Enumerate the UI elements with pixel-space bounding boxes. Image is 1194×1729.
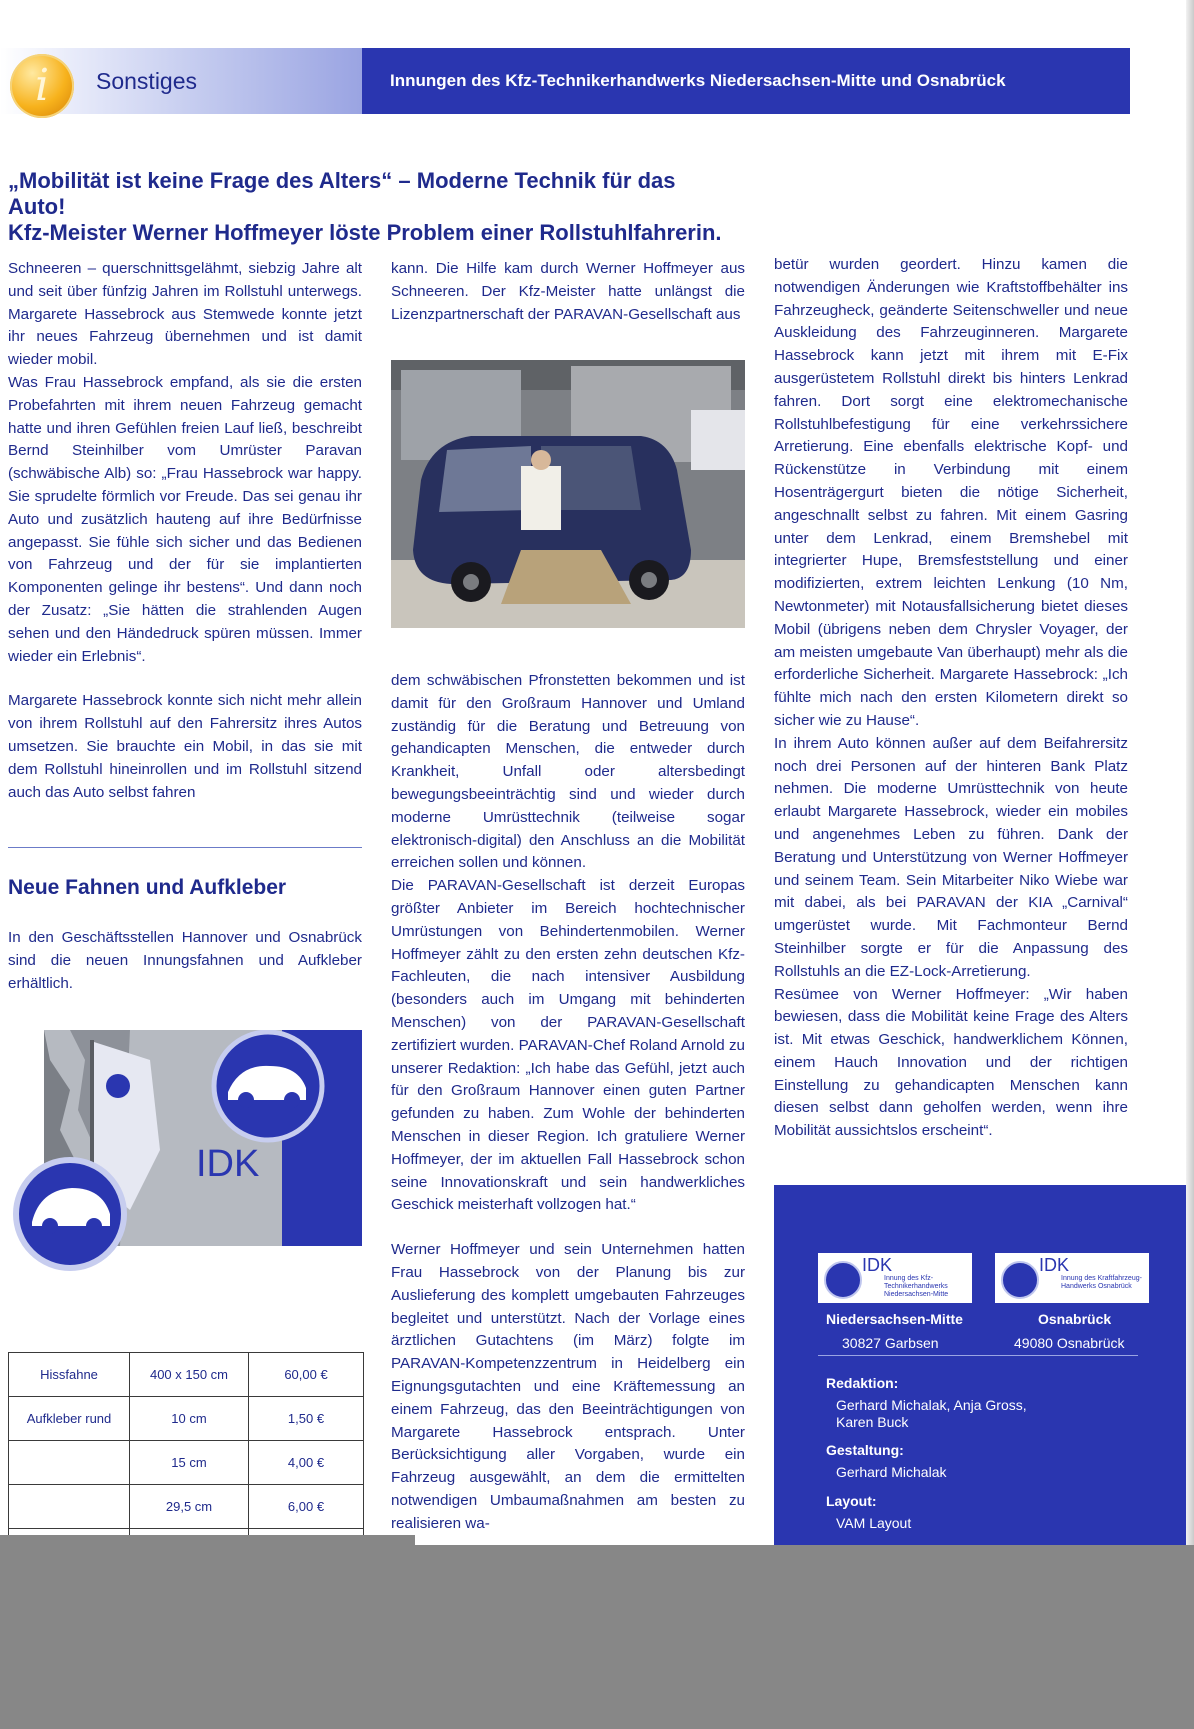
article-column-2 [391,670,745,1535]
paragraph: betür wurden geordert. Hinzu kamen die notwendigen Änderungen wie Kraftstoffbehälter ins Fahrzeugheck, geänderte Seitenschweller und neue Auskleidung des Fahrzeuginneren. Margarete Hassebrock kann jetzt mit ihrem mit E-Fix ausgerüstetem Rollstuhl direkt bis hinters Lenkrad fahren. Dort sorgt eine elektromechanische Rollstuhlbefestigung für eine verkehrssichere Arretierung. Eine ebenfalls elektrische Kopf- und Rückenstütze in Verbindung mit einem Hosenträgergurt bieten die nötige Sicherheit, angeschnallt selbst zu fahren. Mit einem Gasring unter dem Lenkrad, einem Bremshebel mit integrierter Hupe, Bremsfeststellung und einer modifizierten, extrem leichten Lenkung (10 Nm, Newtonmeter) mit Notausfallsicherung bietet dieses Mobil (übrigens neben dem Chrysler Voyager, der am meisten umgebaute Van überhaupt) mehr als die erforderliche Sicherheit. Margarete Hassebrock: „Ich fühlte mich nach den ersten Kilometern direkt so sicher wie zu Hause“. [774,256,1128,729]
gestaltung-label: Gestaltung: [826,1442,904,1458]
paragraph: Die PARAVAN-Gesellschaft ist derzeit Europas größter Anbieter im Bereich hochtechnischer Umrüstungen von Behindertenmobilen. Werner Hoffmeyer zählt zu den ersten zehn deutschen Kfz-Fachleuten, die nach intensiver Ausbildung (besonders auch im Umgang mit behinderten Menschen) von der PARAVAN-Gesellschaft zertifiziert wurden. PARAVAN-Chef Roland Arnold zu unserer Redaktion: „Ich habe das Gefühl, jetzt auch für den Großraum Hannover einen guten Partner gefunden zu haben. Zum Wohle der behinderten Menschen in dieser Region. Ich gratuliere Werner Hoffmeyer, der im aktuellen Fall Hassebrock schon seine Innovationskraft und sein handwerkliches Geschick meisterhaft vollzogen hat.“ [391,877,745,1214]
table-cell: 6,00 € [249,1485,364,1529]
scan-background [0,1545,1194,1729]
table-cell [9,1485,130,1529]
divider [8,847,362,848]
logo-subtitle: Innung des Kfz-Technikerhandwerks Niedersachsen-Mitte [884,1275,949,1298]
table-cell: 15 cm [130,1441,249,1485]
table-row [9,1353,364,1397]
redaktion-names: Gerhard Michalak, Anja Gross, Karen Buck [836,1397,1027,1430]
table-cell: 60,00 € [249,1353,364,1397]
header-title: Innungen des Kfz-Technikerhandwerks Niedersachsen-Mitte und Osnabrück [390,71,1006,90]
headline-line-2: Kfz-Meister Werner Hoffmeyer löste Problem einer Rollstuhlfahrerin. [8,220,722,245]
table-row [9,1441,364,1485]
org1-name: Niedersachsen-Mitte [826,1311,963,1327]
article-column-2-top [391,258,745,326]
paragraph: Was Frau Hassebrock empfand, als sie die ersten Probefahrten mit ihrem neuen Fahrzeug gemacht hatte und ihren Gefühlen freien Lauf ließ, beschreibt Bernd Steinhilber vom Umrüster Paravan (schwäbische Alb) so: „Frau Hassebrock war happy. Sie sprudelte förmlich vor Freude. Das sei genau ihr Auto und zusätzlich hauteng auf ihre Bedürfnisse angepasst. Sie fühle sich sicher und das Bedienen von Fahrzeug und der für sie implantierten Komponenten gelinge ihr bestens“. Und dann noch der Zusatz: „Sie hätten die strahlenden Augen sehen und den Händedruck spüren müssen. Immer wieder ein Erlebnis“. [8,373,362,665]
org1-city: 30827 Garbsen [842,1335,939,1351]
logo-subtitle: Innung des Kraftfahrzeug-Handwerks Osnabrück [1061,1275,1142,1290]
logo-title: IDK [1039,1255,1070,1275]
sticker-logo-text: IDK [196,1143,260,1185]
headline-line-1: „Mobilität ist keine Frage des Alters“ – Moderne Technik für das Auto! [8,168,676,219]
paragraph: Schneeren – querschnittsgelähmt, siebzig Jahre alt und seit über fünfzig Jahren im Rollstuhl unterwegs. Margarete Hassebrock aus Stemwede konnte jetzt ihr neues Fahrzeug übernehmen und ist damit wieder mobil. [8,260,362,369]
org2-name: Osnabrück [1038,1311,1112,1327]
section-header [0,48,1130,114]
table-cell: 1,50 € [249,1397,364,1441]
layout-label: Layout: [826,1493,877,1509]
imprint-box [774,1185,1188,1545]
paragraph: Werner Hoffmeyer und sein Unternehmen hatten Frau Hassebrock von der Planung bis zur Auslieferung des komplett umgebauten Fahrzeuges begleitet und unterstützt. Nach der Vorlage eines ärztlichen Gutachtens (im März) folgte im PARAVAN-Kompetenzzentrum in Heidelberg ein Eignungsgutachten und eine Kräftemessung an einem Fahrzeug, das den Beeinträchtigungen von Margarete Hassebrock entsprach. Unter Berücksichtigung aller Vorgaben, wurde ein Fahrzeug ausgewählt, an dem die ermittelten notwendigen Umbaumaßnahmen am besten zu realisieren wa- [391,1241,745,1532]
page-edge [1186,0,1194,1545]
logo-disc-icon [824,1261,862,1299]
paragraph: In ihrem Auto können außer auf dem Beifahrersitz noch drei Personen auf der hinteren Bank Platz nehmen. Die moderne Umrüsttechnik von heute erlaubt Margarete Hassebrock, wieder ein mobiles und angenehmes Leben zu führen. Dank der Beratung und Unterstützung von Werner Hoffmeyer und seinem Team. Sein Mitarbeiter Niko Wiebe war mit dabei, als bei PARAVAN der KIA „Carnival“ umgerüstet wurde. Mit Fachmonteur Bernd Steinhilber sorgte er für die Anpassung des Rollstuhls an die EZ-Lock-Arretierung. [774,734,1128,980]
logo-osnabrueck [995,1253,1149,1303]
table-row [9,1485,364,1529]
table-cell: 4,00 € [249,1441,364,1485]
van-photo [391,360,745,628]
table-cell: 29,5 cm [130,1485,249,1529]
article-column-1 [8,258,362,804]
logo-niedersachsen-mitte [818,1253,972,1303]
org2-city: 49080 Osnabrück [1014,1335,1125,1351]
flags-stickers-image [10,1030,362,1290]
table-cell: Aufkleber rund [9,1397,130,1441]
table-cell: 400 x 150 cm [130,1353,249,1397]
logo-disc-icon [1001,1261,1039,1299]
article-headline [8,168,728,246]
layout-name: VAM Layout [836,1515,912,1531]
redaktion-label: Redaktion: [826,1375,899,1391]
flags-text: In den Geschäftsstellen Hannover und Osnabrück sind die neuen Innungsfahnen und Aufkleber erhältlich. [8,929,362,992]
paragraph: dem schwäbischen Pfronstetten bekommen und ist damit für den Großraum Hannover und Umland zuständig für die Beratung und Betreuung von gehandicapten Menschen, die entweder durch Krankheit, Unfall oder altersbedingt bewegungsbeeinträchtig sind und wieder durch moderne Umrüsttechnik (teilweise sogar elektronisch-digital) den Anschluss an die Mobilität erreichen sollen und können. [391,672,745,872]
table-cell: Hissfahne [9,1353,130,1397]
paragraph: Resümee von Werner Hoffmeyer: „Wir haben bewiesen, dass die Mobilität keine Frage des Alters ist. Mit etwas Geschick, handwerklichem Können, einem Hauch Innovation und der richtigen Einstellung zu gehandicapten Menschen kann diesen selbst dann geholfen werden, wenn ihre Mobilität aussichtslos erscheint“. [774,985,1128,1140]
gestaltung-name: Gerhard Michalak [836,1464,947,1480]
paragraph: kann. Die Hilfe kam durch Werner Hoffmeyer aus Schneeren. Der Kfz-Meister hatte unlängst die Lizenzpartnerschaft der PARAVAN-Gesellschaft aus [391,260,745,323]
article-column-3 [774,254,1128,1143]
table-row [9,1397,364,1441]
logo-title: IDK [862,1255,893,1275]
divider [818,1355,1138,1356]
table-cell [9,1441,130,1485]
section-label: Sonstiges [96,68,198,94]
table-cell: 10 cm [130,1397,249,1441]
flags-heading: Neue Fahnen und Aufkleber [8,876,287,899]
info-icon: i [10,54,74,118]
paragraph: Margarete Hassebrock konnte sich nicht mehr allein von ihrem Rollstuhl auf den Fahrersitz ihres Autos umsetzen. Sie brauchte ein Mobil, in das sie mit dem Rollstuhl hineinrollen und im Rollstuhl sitzend auch das Auto selbst fahren [8,692,362,801]
